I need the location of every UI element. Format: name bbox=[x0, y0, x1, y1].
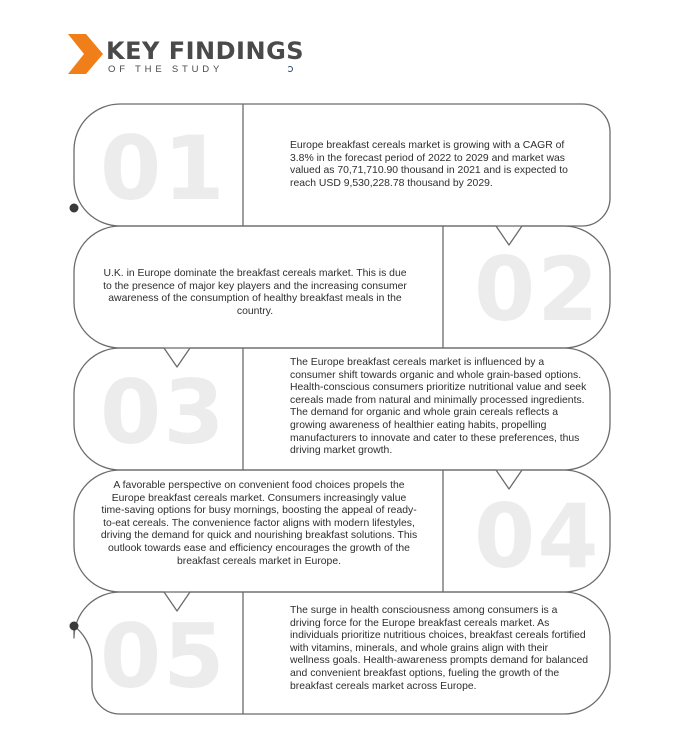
finding-text-04: A favorable perspective on convenient food choices propels the Europe breakfast cereals market. Consumers increasingly value time-saving options for busy mornings, boosting the appeal of ready-to-eat cereals. The convenience factor aligns with modern lifestyles, driving the demand for quick and nourishing breakfast solutions. This outlook towards ease and efficiency encourages the growth of the breakfast cereals market in Europe. bbox=[100, 480, 418, 567]
page-subtitle: OF THE STUDY bbox=[108, 64, 224, 75]
finding-text-05: The surge in health consciousness among consumers is a driving force for the Europe breakfast cereals market. As individuals prioritize nutritious choices, breakfast cereals fortified with vitamins, minerals, and whole grains align with their wellness goals. Health-awareness prompts demand for balanced and convenient breakfast options, fueling the growth of the breakfast cereals market across Europe. bbox=[290, 605, 589, 692]
finding-number-03: 03 bbox=[100, 361, 227, 464]
finding-number-01: 01 bbox=[100, 117, 227, 220]
timeline-dot-top bbox=[70, 204, 79, 213]
timeline-dot-bottom bbox=[70, 622, 79, 631]
page-title: KEY FINDINGS bbox=[106, 37, 305, 65]
finding-number-02: 02 bbox=[474, 238, 601, 341]
finding-text-01: Europe breakfast cereals market is growing with a CAGR of 3.8% in the forecast period of 2022 to 2029 and market was valued as 70,71,710.90 thousand in 2021 and is expected to reach USD 9,530,228.78 thousand by 2029. bbox=[290, 140, 568, 189]
finding-number-04: 04 bbox=[474, 485, 601, 588]
finding-text-03: The Europe breakfast cereals market is influenced by a consumer shift towards organic and whole grain-based options. Health-conscious consumers prioritize nutritional value and seek cereals made from natural and minimally processed ingredients. The demand for organic and whole grain cereals reflects a growing awareness of healthier eating habits, propelling manufacturers to innovate and cater to these preferences, thus driving market growth. bbox=[290, 357, 587, 457]
finding-text-02: U.K. in Europe dominate the breakfast cereals market. This is due to the presence of major key players and the increasing consumer awareness of the consumption of healthy breakfast meals in the country. bbox=[103, 268, 407, 317]
finding-number-05: 05 bbox=[100, 605, 227, 708]
